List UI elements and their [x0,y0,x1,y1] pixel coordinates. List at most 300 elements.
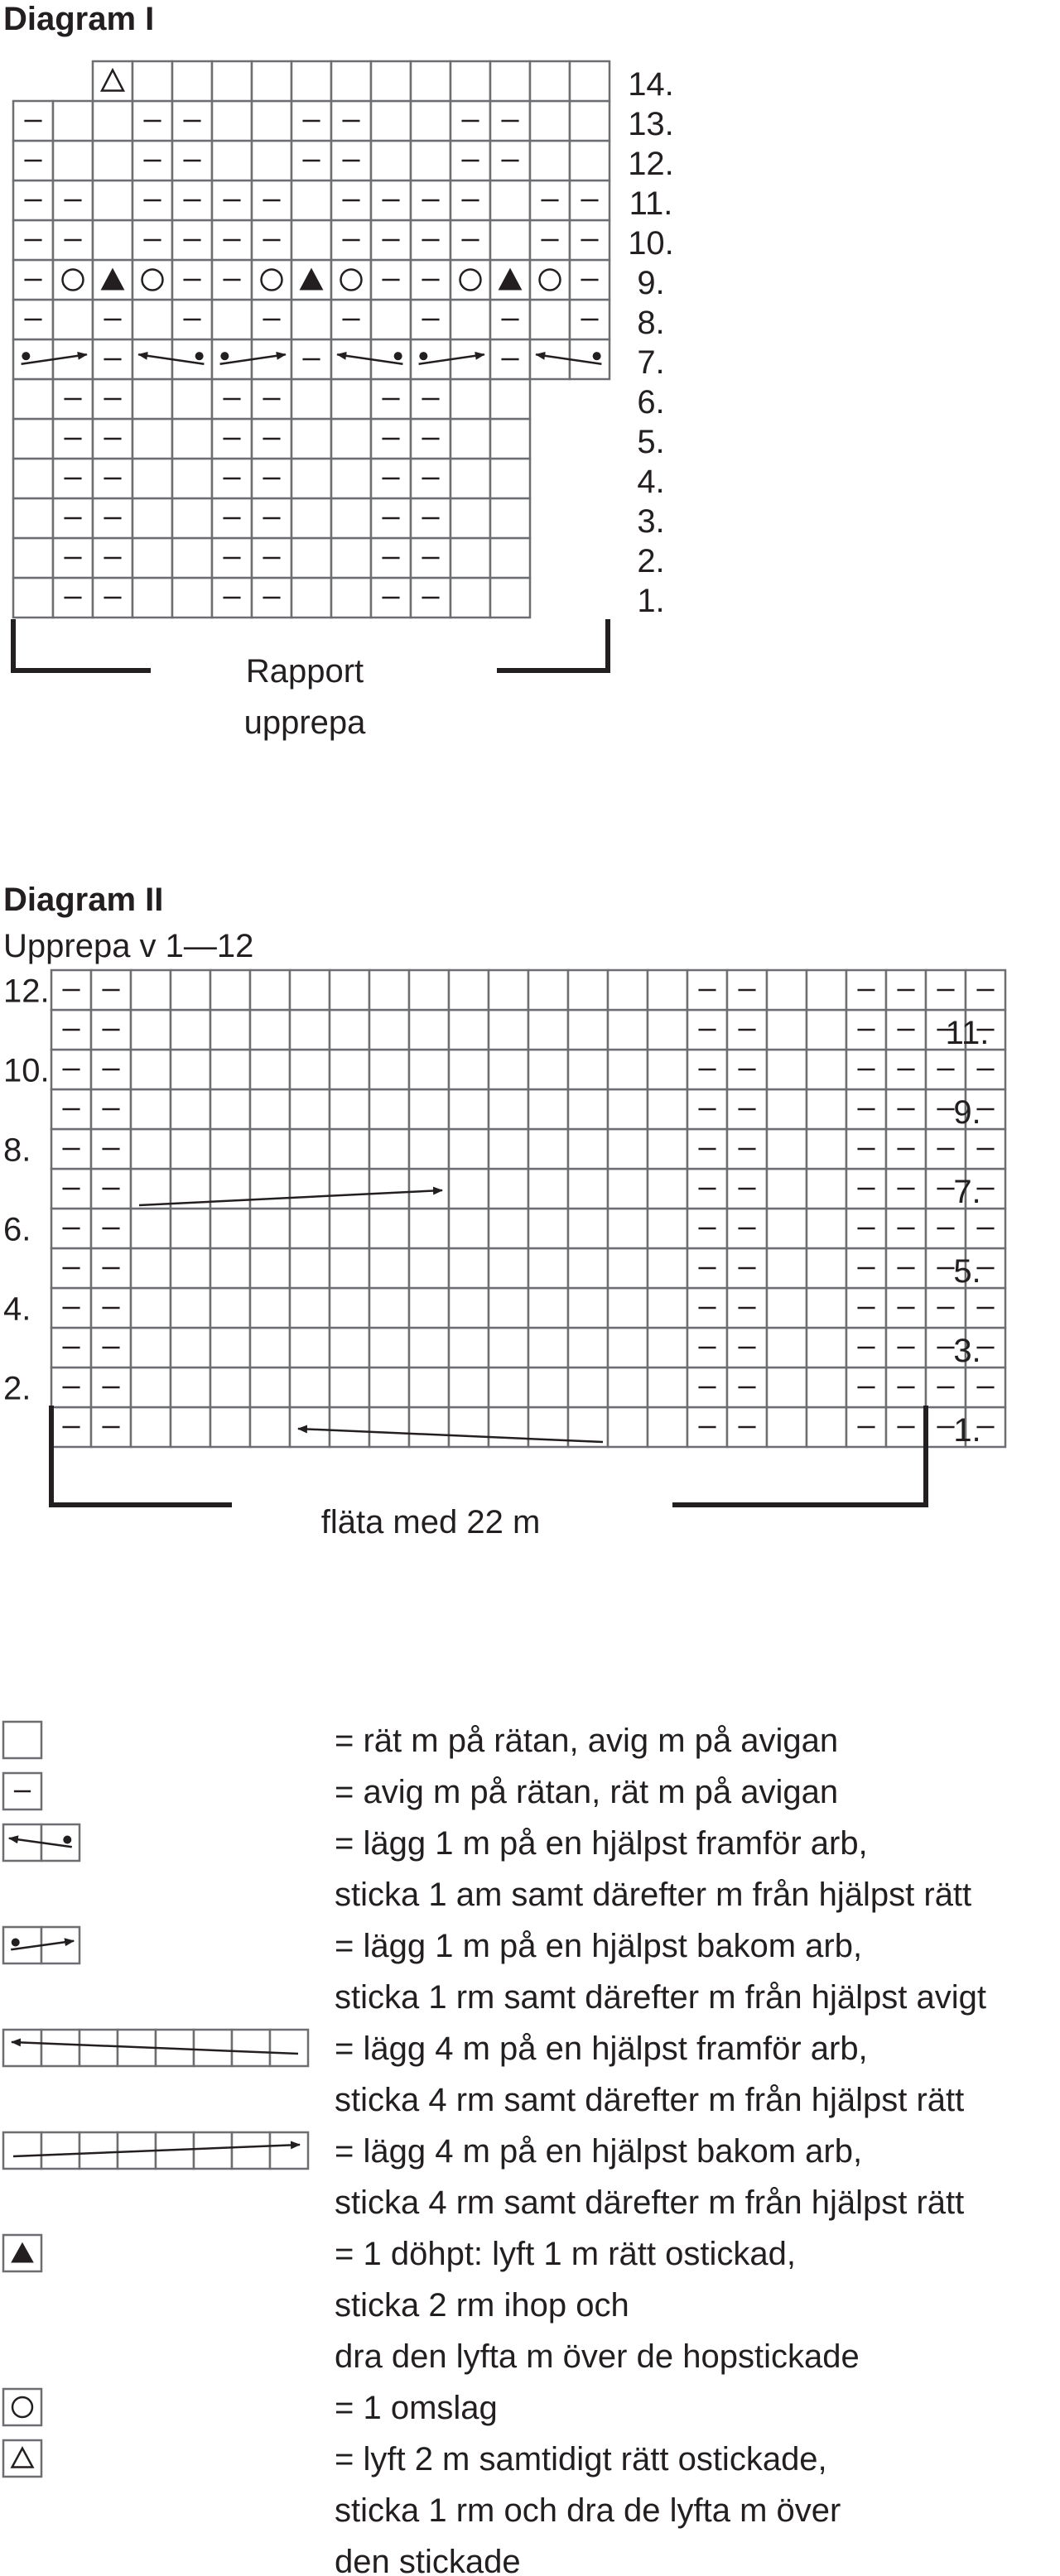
chart-cell [292,419,331,459]
cable-dot [419,352,427,360]
chart-cell [210,1129,250,1169]
chart-cell [450,498,490,538]
chart-cell [131,1407,171,1447]
chart-cell [3,2389,41,2425]
chart-cell [371,141,411,180]
chart-cell [568,1089,608,1129]
chart-cell [369,1050,409,1089]
chart-cell [409,1367,449,1407]
chart-cell [290,970,330,1010]
chart-cell [210,1407,250,1447]
chart-cell [132,578,172,618]
chart-cell [489,1367,528,1407]
chart-cell [648,970,687,1010]
chart-cell [330,1367,369,1407]
legend-text: = avig m på rätan, rät m på avigan [335,1774,839,1810]
chart-cell [171,1010,210,1050]
row-number: 8. [637,304,665,341]
cable-dot [63,1835,71,1843]
chart-cell [330,1089,369,1129]
legend-text: sticka 4 rm samt därefter m från hjälpst rätt [335,2082,965,2118]
chart-cell [807,1288,846,1328]
chart-cell [292,220,331,260]
legend-symbol-cable-left-2 [3,1824,80,1861]
chart-cell [292,538,331,578]
chart-cell [290,1129,330,1169]
cable-dot [195,352,204,360]
chart-cell [449,970,489,1010]
row-number: 1. [953,1411,981,1449]
chart-cell [449,1288,489,1328]
chart-cell [369,1129,409,1169]
chart-cell [3,2132,41,2169]
chart-cell [93,180,132,220]
chart-cell [528,970,568,1010]
chart-cell [131,1169,171,1209]
chart-cell [290,1367,330,1407]
row-number: 1. [637,582,665,619]
chart-cell [409,1050,449,1089]
chart-cell [568,1209,608,1248]
chart-cell [568,1050,608,1089]
chart-cell [490,459,530,498]
diagram1-repeat-label-2: upprepa [243,704,366,741]
chart-cell [648,1288,687,1328]
chart-cell [250,1169,290,1209]
chart-cell [250,1209,290,1248]
legend-text: sticka 4 rm samt därefter m från hjälpst rätt [335,2184,965,2221]
chart-cell [608,1050,648,1089]
chart-cell [409,1407,449,1447]
chart-cell [331,538,371,578]
row-number: 10. [3,1052,50,1089]
chart-cell [570,61,610,101]
row-number: 11. [629,185,673,222]
chart-cell [807,1129,846,1169]
chart-cell [13,379,53,419]
chart-cell [250,1089,290,1129]
chart-cell [369,1010,409,1050]
chart-cell [648,1089,687,1129]
chart-cell [767,1050,807,1089]
chart-cell [530,300,570,339]
chart-cell [528,1169,568,1209]
chart-cell [371,61,411,101]
legend-text: den stickade [335,2544,521,2576]
chart-cell [489,1169,528,1209]
chart-cell [290,1050,330,1089]
chart-cell [528,1209,568,1248]
chart-cell [371,101,411,141]
chart-cell [411,101,450,141]
chart-cell [171,1367,210,1407]
row-number: 11. [945,1014,990,1051]
chart-cell [450,61,490,101]
chart-cell [132,538,172,578]
chart-cell [171,1129,210,1169]
row-number: 5. [637,423,665,460]
chart-cell [270,2132,308,2169]
chart-cell [530,141,570,180]
chart-cell [528,1129,568,1169]
legend-text: = lägg 1 m på en hjälpst bakom arb, [335,1928,863,1964]
chart-cell [330,1288,369,1328]
row-number: 4. [637,463,665,500]
chart-cell [449,1169,489,1209]
chart-cell [210,970,250,1010]
chart-cell [608,970,648,1010]
chart-cell [767,1288,807,1328]
chart-cell [807,1367,846,1407]
chart-cell [449,1248,489,1288]
chart-cell [490,538,530,578]
chart-cell [369,1209,409,1248]
chart-cell [171,1248,210,1288]
chart-cell [250,1407,290,1447]
chart-cell [767,1367,807,1407]
chart-cell [131,1367,171,1407]
chart-cell [331,419,371,459]
chart-cell [132,61,172,101]
cable-dot [12,1938,20,1946]
chart-cell [172,459,212,498]
chart-cell [648,1367,687,1407]
chart-cell [568,1328,608,1367]
chart-cell [648,1407,687,1447]
chart-cell [290,1407,330,1447]
chart-cell [411,61,450,101]
chart-cell [41,2030,80,2066]
chart-cell [450,300,490,339]
chart-cell [767,1169,807,1209]
chart-cell [290,1209,330,1248]
chart-cell [409,1010,449,1050]
chart-cell [53,141,93,180]
legend-symbol-yarn-over [3,2389,41,2425]
legend-text: = 1 omslag [335,2390,498,2426]
chart-cell [131,1288,171,1328]
chart-cell [528,1328,568,1367]
chart-cell [450,578,490,618]
chart-cell [290,1089,330,1129]
chart-cell [449,1089,489,1129]
chart-cell [807,970,846,1010]
chart-cell [131,1209,171,1248]
chart-cell [807,1050,846,1089]
chart-cell [450,538,490,578]
legend-text: = 1 döhpt: lyft 1 m rätt ostickad, [335,2236,796,2272]
chart-cell [252,101,292,141]
legend-symbol-knit [3,1722,41,1758]
chart-cell [608,1407,648,1447]
chart-cell [807,1010,846,1050]
chart-cell [449,1367,489,1407]
chart-cell [568,1248,608,1288]
chart-cell [648,1050,687,1089]
chart-cell [409,970,449,1010]
row-number: 9. [637,264,665,301]
chart-cell [489,1089,528,1129]
chart-cell [330,1129,369,1169]
chart-cell [807,1407,846,1447]
chart-cell [331,61,371,101]
chart-cell [409,1129,449,1169]
chart-cell [250,1050,290,1089]
chart-cell [608,1209,648,1248]
diagram1-grid [13,61,610,618]
chart-cell [449,1328,489,1367]
row-number: 12. [3,973,50,1010]
chart-cell [292,578,331,618]
chart-cell [490,220,530,260]
chart-cell [171,1209,210,1248]
chart-cell [608,1129,648,1169]
chart-cell [3,2030,41,2066]
chart-cell [331,578,371,618]
chart-cell [80,2030,118,2066]
chart-cell [132,300,172,339]
chart-cell [648,1209,687,1248]
row-number: 5. [953,1252,981,1290]
row-number: 10. [628,224,674,262]
chart-cell [449,1129,489,1169]
chart-cell [210,1169,250,1209]
chart-cell [41,2132,80,2169]
row-number: 13. [628,105,674,142]
chart-cell [369,970,409,1010]
chart-cell [807,1328,846,1367]
legend-symbol-purl [3,1773,41,1809]
chart-cell [212,141,252,180]
chart-cell [131,970,171,1010]
row-number: 2. [637,542,665,579]
row-number: 7. [953,1173,981,1210]
chart-cell [212,300,252,339]
chart-cell [53,260,93,300]
chart-cell [93,101,132,141]
chart-cell [409,1328,449,1367]
chart-cell [171,1089,210,1129]
chart-cell [194,2132,232,2169]
chart-cell [411,141,450,180]
chart-cell [807,1089,846,1129]
legend-symbol-double-decrease [3,2235,41,2271]
chart-cell [330,1248,369,1288]
chart-cell [369,1367,409,1407]
legend-text: = lyft 2 m samtidigt rätt ostickade, [335,2441,827,2477]
chart-cell [490,180,530,220]
chart-cell [171,1328,210,1367]
chart-cell [369,1328,409,1367]
chart-cell [250,1010,290,1050]
legend-text: = rät m på rätan, avig m på avigan [335,1723,839,1759]
chart-cell [648,1129,687,1169]
chart-cell [489,1328,528,1367]
chart-cell [767,1407,807,1447]
chart-cell [13,459,53,498]
chart-cell [210,1010,250,1050]
chart-cell [568,970,608,1010]
chart-cell [450,260,490,300]
chart-cell [449,1209,489,1248]
chart-cell [530,61,570,101]
chart-cell [3,2440,41,2477]
chart-cell [490,578,530,618]
chart-cell [132,498,172,538]
chart-cell [767,1248,807,1288]
chart-cell [450,459,490,498]
chart-cell [13,419,53,459]
chart-cell [172,419,212,459]
chart-cell [13,498,53,538]
chart-cell [409,1288,449,1328]
chart-cell [568,1129,608,1169]
row-number: 3. [637,502,665,540]
legend [3,1722,986,2576]
chart-cell [807,1169,846,1209]
cable-dot [394,352,402,360]
chart-cell [131,1129,171,1169]
chart-cell [250,1288,290,1328]
chart-cell [232,2030,270,2066]
chart-cell [409,1248,449,1288]
chart-cell [648,1169,687,1209]
chart-cell [132,459,172,498]
chart-cell [608,1089,648,1129]
chart-cell [489,1129,528,1169]
row-number: 6. [3,1211,31,1248]
chart-cell [290,1248,330,1288]
chart-cell [250,1248,290,1288]
chart-cell [330,1209,369,1248]
chart-cell [250,1367,290,1407]
chart-cell [489,1407,528,1447]
chart-cell [252,141,292,180]
chart-cell [648,1010,687,1050]
chart-cell [490,419,530,459]
chart-cell [292,180,331,220]
chart-cell [530,101,570,141]
cable-dot [22,352,30,360]
diagram1-repeat-bracket-left [13,619,151,670]
chart-cell [172,61,212,101]
chart-cell [489,1248,528,1288]
chart-cell [807,1209,846,1248]
legend-symbol-decrease-triangle [3,2440,41,2477]
chart-cell [290,1169,330,1209]
chart-cell [131,1050,171,1089]
chart-cell [172,578,212,618]
chart-cell [409,1089,449,1129]
cable-dot [593,352,601,360]
row-number: 7. [637,344,665,381]
row-number: 2. [3,1370,31,1407]
chart-cell [93,61,132,101]
legend-text: = lägg 4 m på en hjälpst bakom arb, [335,2133,863,2170]
chart-cell [210,1209,250,1248]
chart-cell [489,1288,528,1328]
chart-cell [3,1722,41,1758]
diagram2-title: Diagram II [3,882,164,918]
diagram1-title: Diagram I [3,1,155,37]
chart-cell [490,498,530,538]
chart-cell [449,1407,489,1447]
chart-cell [489,1050,528,1089]
chart-cell [270,2030,308,2066]
row-number: 4. [3,1290,31,1328]
chart-cell [409,1169,449,1209]
chart-cell [131,1089,171,1129]
chart-cell [489,1010,528,1050]
chart-cell [292,498,331,538]
chart-cell [570,101,610,141]
chart-cell [210,1328,250,1367]
chart-cell [608,1248,648,1288]
chart-cell [290,1288,330,1328]
chart-cell [528,1010,568,1050]
row-number: 8. [3,1132,31,1169]
chart-cell [131,1328,171,1367]
chart-cell [250,1328,290,1367]
chart-cell [331,260,371,300]
chart-cell [13,578,53,618]
chart-cell [171,1407,210,1447]
chart-cell [330,1010,369,1050]
chart-cell [369,1407,409,1447]
chart-cell [490,379,530,419]
chart-cell [608,1288,648,1328]
diagram2-grid [51,970,1005,1447]
chart-cell [210,1089,250,1129]
chart-cell [131,1248,171,1288]
chart-cell [210,1367,250,1407]
legend-text: sticka 2 rm ihop och [335,2287,629,2324]
chart-cell [568,1367,608,1407]
chart-cell [608,1367,648,1407]
chart-cell [210,1050,250,1089]
chart-cell [371,300,411,339]
chart-cell [250,970,290,1010]
chart-cell [608,1169,648,1209]
chart-cell [232,2132,270,2169]
chart-cell [212,101,252,141]
cable-dot [220,352,229,360]
legend-text: sticka 1 am samt därefter m från hjälpst rätt [335,1877,972,1913]
chart-cell [330,970,369,1010]
chart-cell [330,1050,369,1089]
chart-cell [53,300,93,339]
chart-cell [608,1328,648,1367]
chart-cell [608,1010,648,1050]
chart-cell [648,1248,687,1288]
legend-text: sticka 1 rm och dra de lyfta m över [335,2492,841,2529]
chart-cell [292,61,331,101]
chart-cell [210,1288,250,1328]
chart-cell [330,1407,369,1447]
legend-text: dra den lyfta m över de hopstickade [335,2338,860,2375]
chart-cell [568,1169,608,1209]
row-number: 6. [637,383,665,421]
chart-cell [767,1328,807,1367]
chart-cell [212,61,252,101]
diagram1-row-numbers [628,66,674,619]
chart-cell [489,1209,528,1248]
chart-cell [290,1010,330,1050]
chart-cell [369,1248,409,1288]
legend-symbol-cable-left-8 [3,2030,308,2066]
chart-cell [252,61,292,101]
chart-cell [331,498,371,538]
